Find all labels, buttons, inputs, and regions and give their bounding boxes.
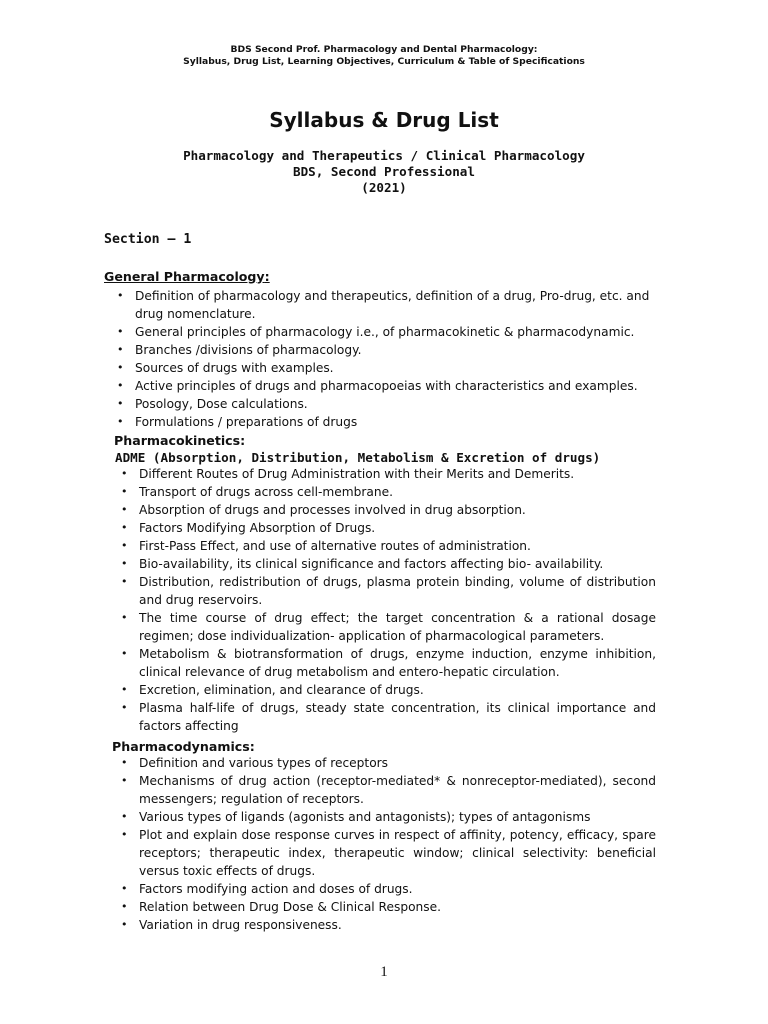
section-label: Section – 1: [104, 232, 192, 247]
list-item: [121, 609, 656, 645]
bullet-icon: •: [121, 611, 128, 624]
bullet-icon: •: [117, 379, 124, 392]
bullet-icon: •: [121, 882, 128, 895]
subheading-adme: ADME (Absorption, Distribution, Metabolism & Excretion of drugs): [115, 450, 601, 465]
bullet-icon: •: [121, 810, 128, 823]
list-item-text: Plot and explain dose response curves in respect of affinity, potency, efficacy, spare receptors; therapeutic index, therapeutic window; clinical selectivity: beneficial versus toxic effects of drugs.: [139, 828, 656, 878]
list-item-text: Factors modifying action and doses of drugs.: [139, 882, 413, 896]
page-number: 1: [380, 964, 388, 980]
bullet-icon: •: [117, 343, 124, 356]
heading-general-pharmacology: [104, 268, 270, 285]
subtitle-program: BDS, Second Professional: [293, 164, 475, 179]
list-item: [121, 880, 656, 898]
bullet-icon: •: [121, 557, 128, 570]
list-item: [117, 341, 655, 359]
list-item-text: Active principles of drugs and pharmacopoeias with characteristics and examples.: [135, 379, 638, 393]
bullet-icon: •: [121, 647, 128, 660]
list-item-text: Formulations / preparations of drugs: [135, 415, 358, 429]
list-item-text: The time course of drug effect; the target concentration & a rational dosage regimen; dose individualization- application of pharmacological parameters.: [139, 611, 656, 643]
list-item-text: Transport of drugs across cell-membrane.: [139, 485, 393, 499]
list-item: [121, 808, 656, 826]
bullet-icon: •: [121, 756, 128, 769]
bullet-icon: •: [117, 397, 124, 410]
list-item-text: Absorption of drugs and processes involved in drug absorption.: [139, 503, 526, 517]
running-header-line-2: Syllabus, Drug List, Learning Objectives, Curriculum & Table of Specifications: [183, 56, 585, 67]
bullet-icon: •: [121, 701, 128, 714]
list-item-text: Sources of drugs with examples.: [135, 361, 334, 375]
list-item-text: Relation between Drug Dose & Clinical Response.: [139, 900, 441, 914]
list-item-text: General principles of pharmacology i.e., of pharmacokinetic & pharmacodynamic.: [135, 325, 635, 339]
heading-general-pharmacology-text: General Pharmacology: [104, 269, 265, 284]
running-header-line-1: BDS Second Prof. Pharmacology and Dental Pharmacology:: [230, 44, 538, 55]
list-item-text: Definition and various types of receptors: [139, 756, 389, 770]
list-item: [121, 465, 656, 483]
list-item-text: Posology, Dose calculations.: [135, 397, 308, 411]
bullet-icon: •: [117, 289, 124, 302]
subtitle-year: (2021): [361, 180, 407, 195]
bullet-icon: •: [121, 774, 128, 787]
bullet-icon: •: [117, 325, 124, 338]
list-item: [121, 573, 656, 609]
bullet-icon: •: [121, 575, 128, 588]
heading-colon: :: [264, 269, 270, 284]
bullet-icon: •: [121, 485, 128, 498]
list-item-text: Definition of pharmacology and therapeutics, definition of a drug, Pro-drug, etc. and drug nomenclature.: [135, 289, 650, 321]
list-item: [117, 287, 655, 323]
list-item: [121, 537, 656, 555]
list-item-text: Variation in drug responsiveness.: [139, 918, 342, 932]
list-item: [117, 395, 655, 413]
heading-pharmacodynamics: Pharmacodynamics:: [112, 739, 255, 754]
list-item: [117, 323, 655, 341]
bullet-icon: •: [121, 539, 128, 552]
list-item: [121, 898, 656, 916]
list-item: [121, 699, 656, 735]
list-item-text: Excretion, elimination, and clearance of drugs.: [139, 683, 424, 697]
bullet-icon: •: [117, 361, 124, 374]
bullet-icon: •: [121, 828, 128, 841]
bullet-icon: •: [121, 683, 128, 696]
pharmacodynamics-list: [121, 754, 656, 934]
list-item-text: Various types of ligands (agonists and antagonists); types of antagonisms: [139, 810, 591, 824]
list-item-text: Mechanisms of drug action (receptor-mediated* & nonreceptor-mediated), second messengers; regulation of receptors.: [139, 774, 656, 806]
bullet-icon: •: [121, 918, 128, 931]
list-item-text: Factors Modifying Absorption of Drugs.: [139, 521, 376, 535]
list-item-text: Metabolism & biotransformation of drugs, enzyme induction, enzyme inhibition, clinical relevance of drug metabolism and entero-hepatic circulation.: [139, 647, 656, 679]
subtitle-course: Pharmacology and Therapeutics / Clinical Pharmacology: [183, 148, 585, 163]
list-item: [121, 555, 656, 573]
list-item-text: First-Pass Effect, and use of alternative routes of administration.: [139, 539, 531, 553]
list-item: [121, 645, 656, 681]
list-item: [121, 754, 656, 772]
list-item-text: Branches /divisions of pharmacology.: [135, 343, 362, 357]
general-pharmacology-list: [117, 287, 655, 431]
list-item: [121, 501, 656, 519]
list-item: [117, 359, 655, 377]
list-item: [117, 413, 655, 431]
bullet-icon: •: [121, 503, 128, 516]
list-item: [121, 483, 656, 501]
list-item: [121, 681, 656, 699]
document-title: Syllabus & Drug List: [269, 108, 499, 132]
bullet-icon: •: [117, 415, 124, 428]
list-item-text: Plasma half-life of drugs, steady state concentration, its clinical importance and factors affecting: [139, 701, 656, 733]
list-item-text: Distribution, redistribution of drugs, plasma protein binding, volume of distribution and drug reservoirs.: [139, 575, 656, 607]
bullet-icon: •: [121, 900, 128, 913]
bullet-icon: •: [121, 521, 128, 534]
list-item-text: Different Routes of Drug Administration with their Merits and Demerits.: [139, 467, 575, 481]
list-item-text: Bio-availability, its clinical significance and factors affecting bio- availability.: [139, 557, 604, 571]
heading-pharmacokinetics: Pharmacokinetics:: [114, 433, 246, 448]
list-item: [121, 916, 656, 934]
pharmacokinetics-list: [121, 465, 656, 735]
list-item: [121, 519, 656, 537]
bullet-icon: •: [121, 467, 128, 480]
list-item: [121, 772, 656, 808]
list-item: [117, 377, 655, 395]
list-item: [121, 826, 656, 880]
